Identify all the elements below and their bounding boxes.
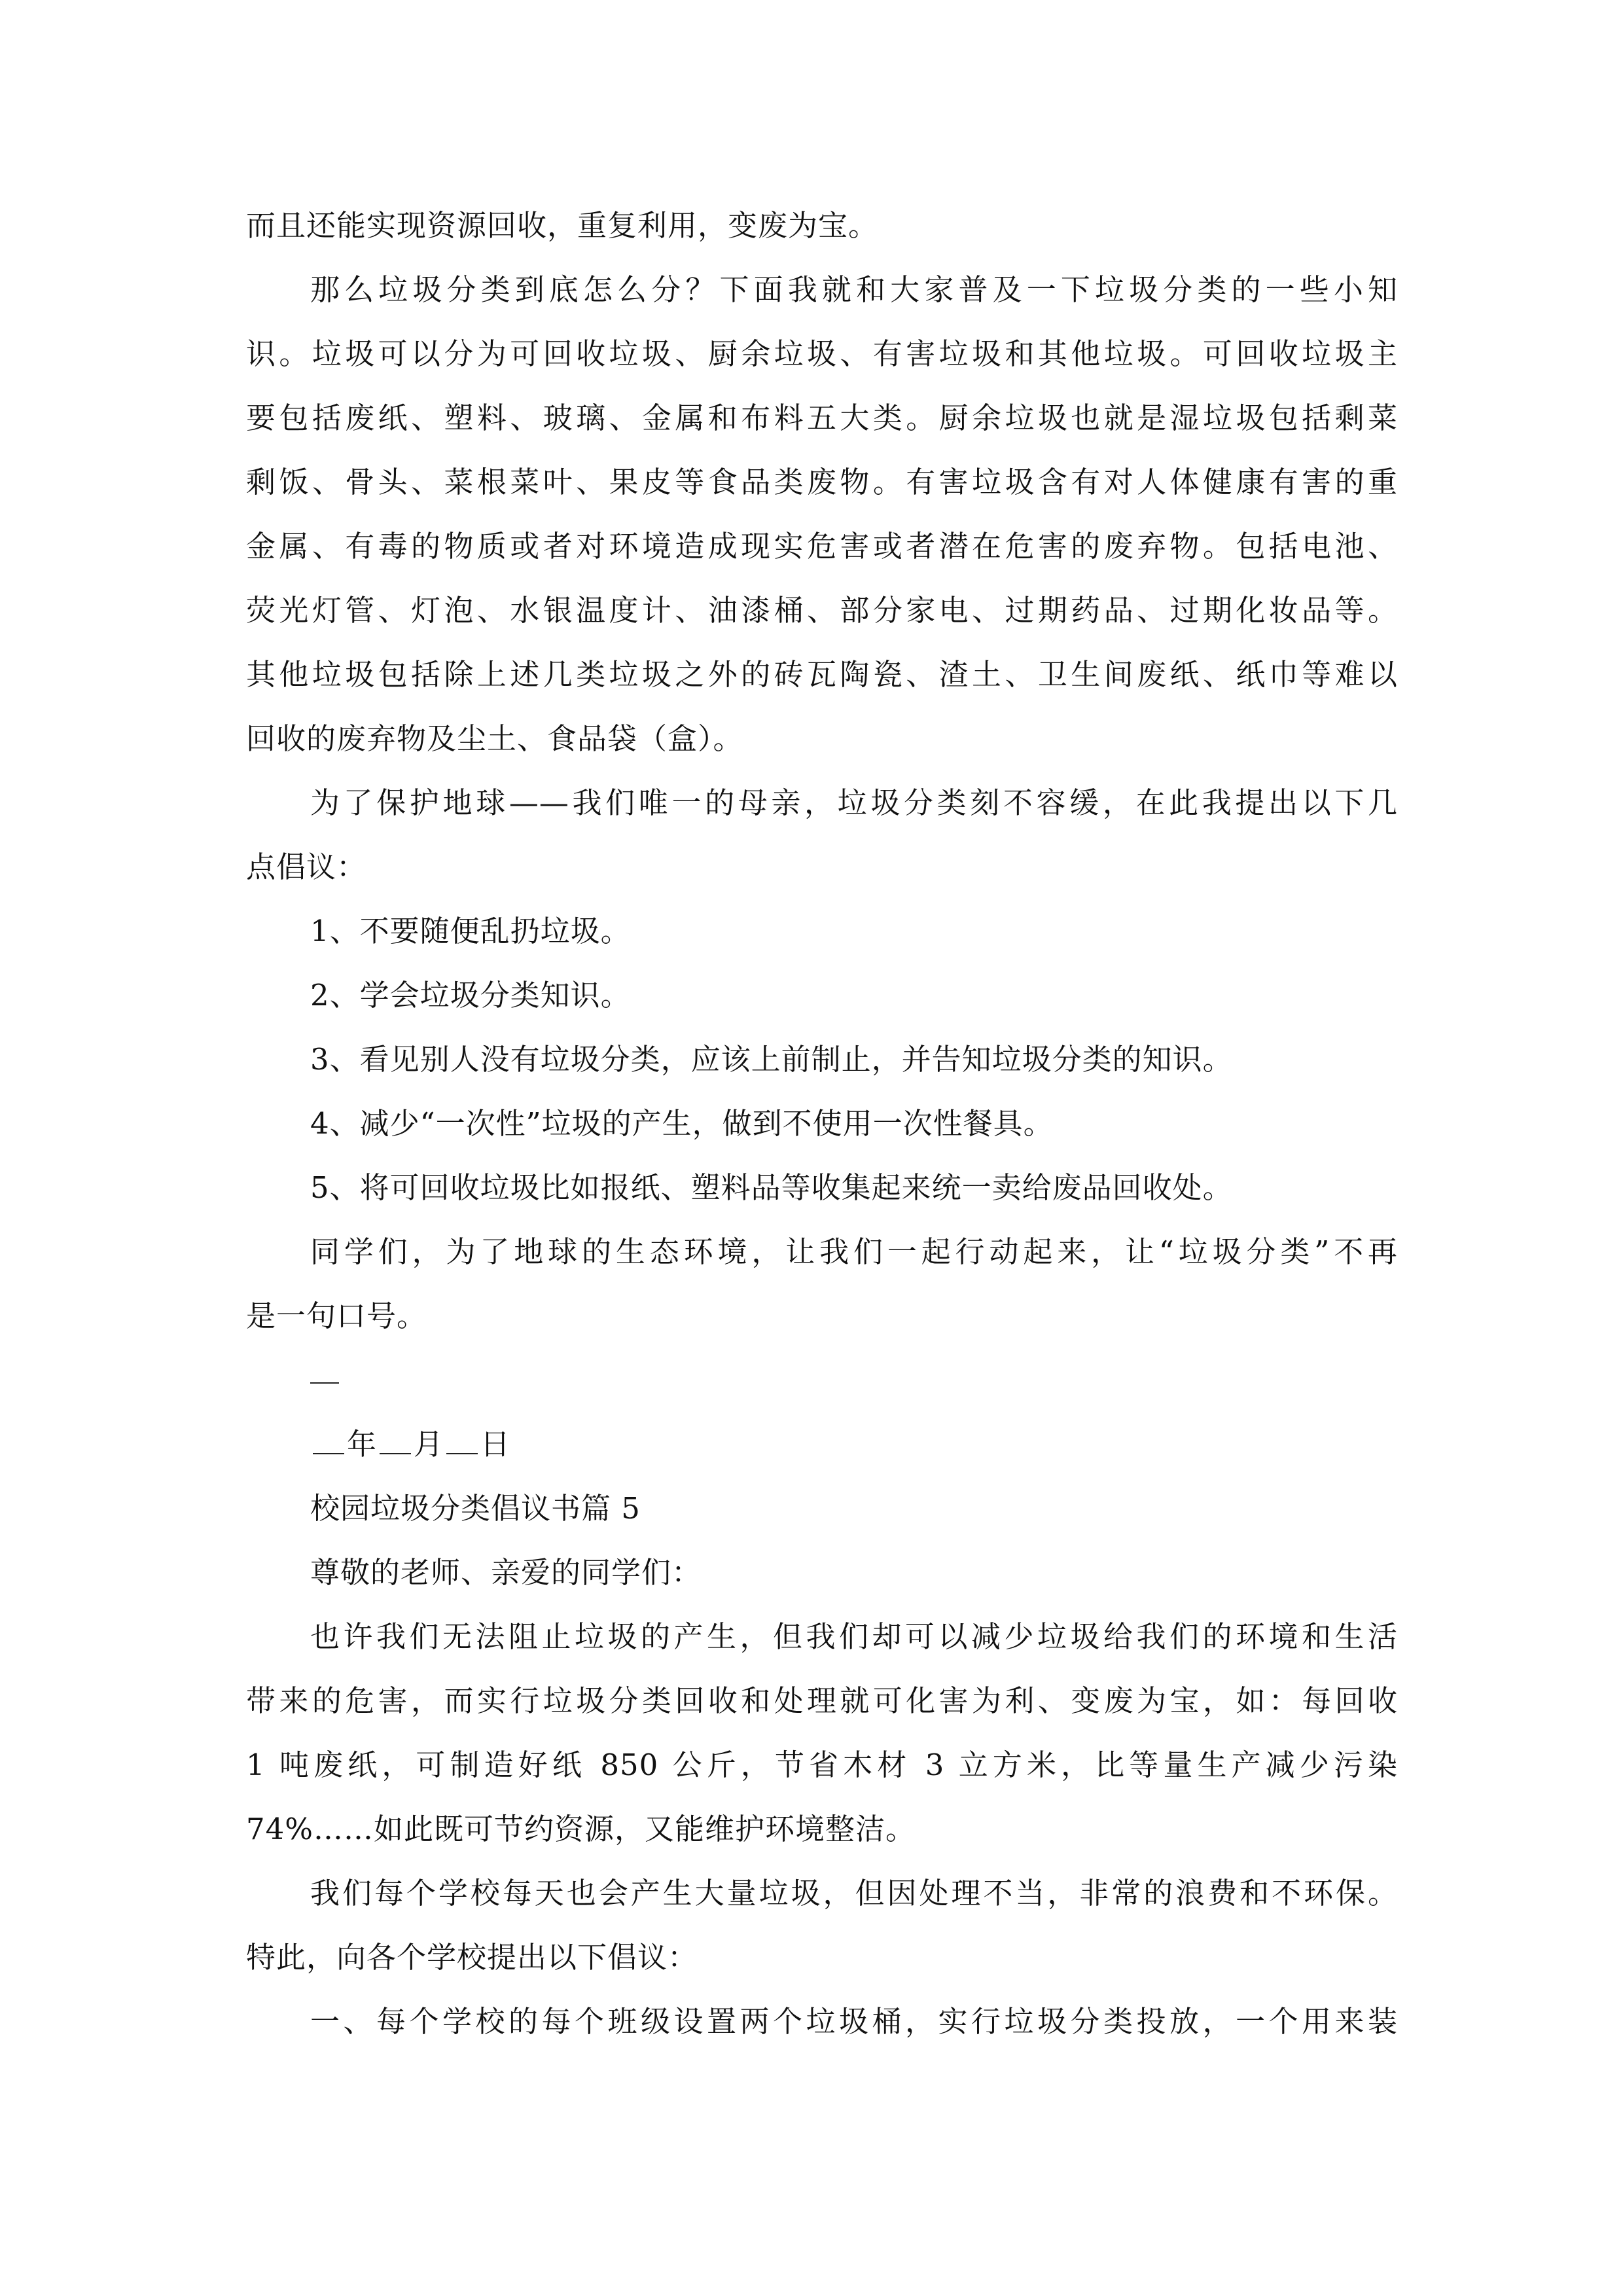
list-item: 4、减少“一次性”垃圾的产生，做到不使用一次性餐具。 bbox=[310, 1106, 1054, 1141]
paragraph-line: 为了保护地球——我们唯一的母亲，垃圾分类刻不容缓，在此我提出以下几 bbox=[310, 785, 1398, 820]
year-blank bbox=[313, 1453, 344, 1454]
paragraph-line: 识。垃圾可以分为可回收垃圾、厨余垃圾、有害垃圾和其他垃圾。可回收垃圾主 bbox=[246, 336, 1398, 371]
paragraph-line: 特此，向各个学校提出以下倡议： bbox=[246, 1940, 698, 1975]
day-label: 日 bbox=[480, 1427, 511, 1462]
year-label: 年 bbox=[347, 1427, 378, 1462]
signature-blank bbox=[246, 1348, 1398, 1412]
paragraph-line: 回收的废弃物及尘土、食品袋（盒）。 bbox=[246, 721, 743, 756]
paragraph-line: 剩饭、骨头、菜根菜叶、果皮等食品类废物。有害垃圾含有对人体健康有害的重 bbox=[246, 465, 1398, 499]
date-line bbox=[246, 1412, 1398, 1477]
section-title: 校园垃圾分类倡议书篇 5 bbox=[310, 1491, 641, 1526]
paragraph-line: 我们每个学校每天也会产生大量垃圾，但因处理不当，非常的浪费和不环保。 bbox=[310, 1876, 1398, 1910]
month-blank bbox=[380, 1453, 411, 1454]
paragraph-line: 也许我们无法阻止垃圾的产生，但我们却可以减少垃圾给我们的环境和生活 bbox=[310, 1619, 1398, 1654]
list-item: 1、不要随便乱扔垃圾。 bbox=[310, 914, 631, 948]
paragraph-line: 那么垃圾分类到底怎么分？下面我就和大家普及一下垃圾分类的一些小知 bbox=[310, 272, 1398, 307]
paragraph-line: 荧光灯管、灯泡、水银温度计、油漆桶、部分家电、过期药品、过期化妆品等。 bbox=[246, 593, 1398, 628]
signature-underline bbox=[310, 1382, 339, 1384]
paragraph-line: 带来的危害，而实行垃圾分类回收和处理就可化害为利、变废为宝，如：每回收 bbox=[246, 1683, 1398, 1718]
paragraph-line: 其他垃圾包括除上述几类垃圾之外的砖瓦陶瓷、渣土、卫生间废纸、纸巾等难以 bbox=[246, 657, 1398, 692]
paragraph-line: 而且还能实现资源回收，重复利用，变废为宝。 bbox=[246, 208, 879, 243]
document-body bbox=[246, 194, 1398, 2054]
list-item: 2、学会垃圾分类知识。 bbox=[310, 978, 631, 1013]
month-label: 月 bbox=[414, 1427, 444, 1462]
list-item: 5、将可回收垃圾比如报纸、塑料品等收集起来统一卖给废品回收处。 bbox=[310, 1170, 1233, 1205]
salutation: 尊敬的老师、亲爱的同学们： bbox=[310, 1555, 702, 1590]
paragraph-line: 1 吨废纸，可制造好纸 850 公斤，节省木材 3 立方米，比等量生产减少污染 bbox=[246, 1748, 1398, 1782]
paragraph-line: 是一句口号。 bbox=[246, 1299, 427, 1333]
paragraph-line: 同学们，为了地球的生态环境，让我们一起行动起来，让“垃圾分类”不再 bbox=[310, 1234, 1398, 1269]
paragraph-line: 一、每个学校的每个班级设置两个垃圾桶，实行垃圾分类投放，一个用来装 bbox=[310, 2004, 1398, 2039]
paragraph-line: 74%……如此既可节约资源，又能维护环境整洁。 bbox=[246, 1812, 916, 1846]
list-item: 3、看见别人没有垃圾分类，应该上前制止，并告知垃圾分类的知识。 bbox=[310, 1042, 1233, 1077]
paragraph-line: 要包括废纸、塑料、玻璃、金属和布料五大类。厨余垃圾也就是湿垃圾包括剩菜 bbox=[246, 401, 1398, 435]
paragraph-line: 金属、有毒的物质或者对环境造成现实危害或者潜在危害的废弃物。包括电池、 bbox=[246, 529, 1398, 564]
day-blank bbox=[446, 1453, 478, 1454]
paragraph-line: 点倡议： bbox=[246, 850, 367, 884]
